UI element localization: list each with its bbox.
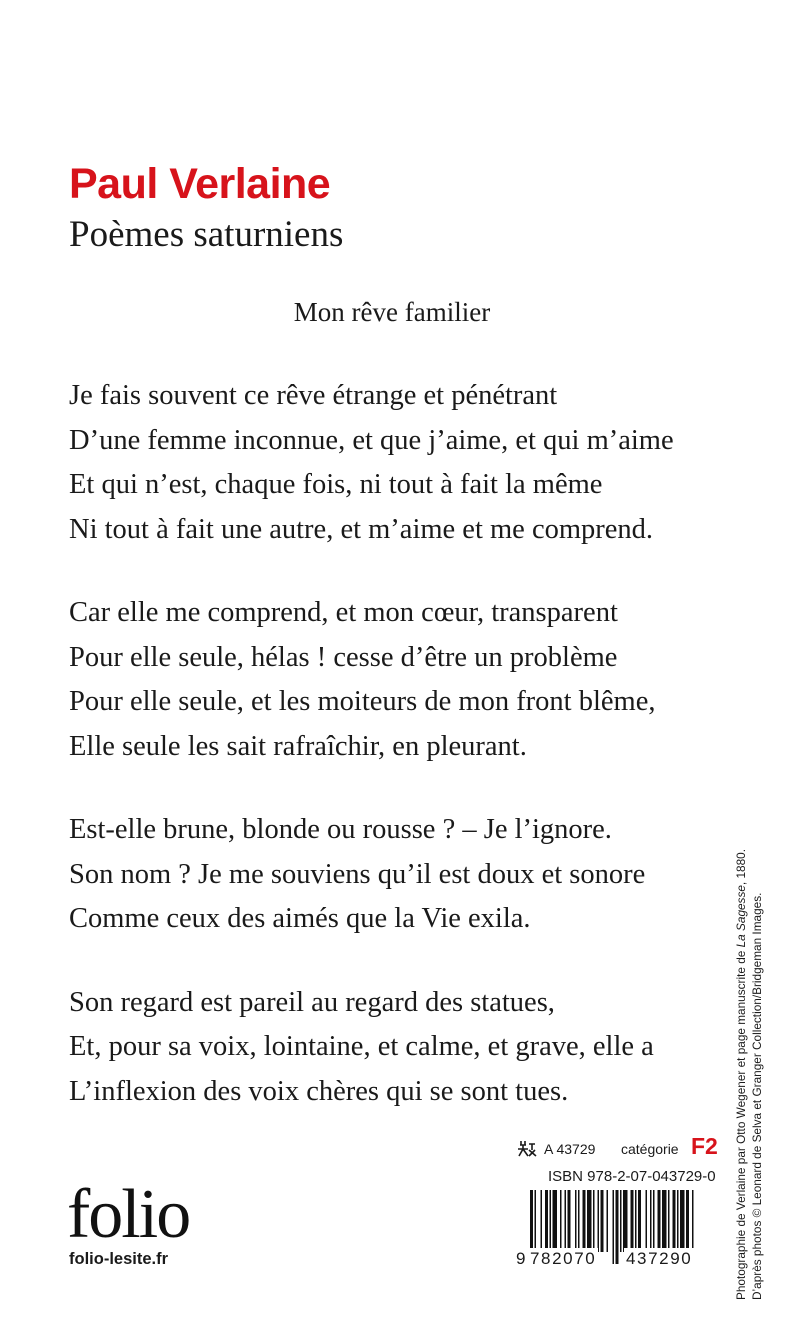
barcode-bar — [593, 1190, 595, 1252]
barcode-bar — [635, 1190, 637, 1252]
barcode-bar — [598, 1190, 600, 1252]
barcode-bar — [553, 1190, 558, 1252]
barcode-bar — [668, 1190, 670, 1252]
barcode-bar — [565, 1190, 567, 1252]
barcode-bar — [662, 1190, 667, 1252]
barcode-bar — [658, 1190, 661, 1252]
poem-line: Son nom ? Je me souviens qu’il est doux et sonore — [69, 858, 646, 890]
publisher-website[interactable]: folio-lesite.fr — [69, 1250, 169, 1268]
barcode-bar — [616, 1190, 619, 1264]
credit-prefix: Photographie de Verlaine par Otto Wegener et page manuscrite de — [734, 947, 748, 1300]
barcode-bar — [650, 1190, 652, 1252]
barcode-bar — [550, 1190, 552, 1252]
stanza — [69, 374, 729, 552]
barcode-bar — [620, 1190, 622, 1252]
gallimard-chess-icon — [517, 1140, 537, 1158]
barcode-group-2: 437290 — [626, 1249, 693, 1268]
barcode-bar — [653, 1190, 655, 1252]
barcode-bar — [680, 1190, 685, 1252]
barcode-bar — [673, 1190, 676, 1252]
stanza — [69, 591, 729, 769]
barcode-bar — [623, 1190, 628, 1252]
credit-line-1 — [733, 780, 749, 1300]
poem-line: L’inflexion des voix chères qui se sont tues. — [69, 1075, 569, 1107]
category-label: catégorie — [621, 1141, 679, 1157]
isbn: ISBN 978-2-07-043729-0 — [548, 1168, 716, 1185]
poem-line: Je fais souvent ce rêve étrange et pénétrant — [69, 380, 558, 411]
stanza — [69, 981, 729, 1115]
barcode-bar — [646, 1190, 648, 1252]
barcode-bar — [560, 1190, 562, 1252]
poem-line: Car elle me comprend, et mon cœur, transparent — [69, 597, 618, 628]
poem-line: Comme ceux des aimés que la Vie exila. — [69, 903, 531, 934]
catalog-reference: A 43729 — [544, 1141, 596, 1157]
barcode-group-1: 782070 — [530, 1249, 597, 1268]
barcode-bar — [601, 1190, 604, 1252]
barcode-bar — [613, 1190, 615, 1264]
barcode-bar — [575, 1190, 577, 1252]
poem-body — [69, 374, 729, 1153]
barcode-bar — [638, 1190, 641, 1252]
credit-line-2: D’après photos © Leonard de Selva et Granger Collection/Bridgeman Images. — [750, 892, 764, 1300]
folio-logo: folio — [67, 1176, 190, 1253]
stanza — [69, 808, 729, 942]
poem-line: Elle seule les sait rafraîchir, en pleurant. — [69, 730, 527, 762]
credit-suffix: , 1880. — [734, 849, 748, 886]
book-title: Poèmes saturniens — [69, 214, 344, 255]
barcode-bar — [677, 1190, 679, 1252]
barcode-bar — [541, 1190, 543, 1252]
credit-italic-title: La Sagesse — [734, 885, 748, 948]
poem-line: D’une femme inconnue, et que j’aime, et qui m’aime — [69, 424, 674, 456]
barcode-bar — [686, 1190, 689, 1252]
poem-line: Pour elle seule, et les moiteurs de mon front blême, — [69, 686, 656, 717]
author-name: Paul Verlaine — [69, 160, 331, 208]
poem-line: Son regard est pareil au regard des statues, — [69, 986, 555, 1018]
barcode-bar — [578, 1190, 580, 1252]
barcode-lead-digit: 9 — [516, 1249, 528, 1268]
catalog-info — [517, 1133, 722, 1162]
poem-line: Et qui n’est, chaque fois, ni tout à fait la même — [69, 469, 603, 500]
poem-line: Et, pour sa voix, lointaine, et calme, et grave, elle a — [69, 1031, 654, 1062]
poem-line: Ni tout à fait une autre, et m’aime et me comprend. — [69, 513, 654, 545]
barcode-bar — [631, 1190, 634, 1252]
barcode-bar — [583, 1190, 586, 1252]
photo-credit — [733, 780, 771, 1300]
poem-title: Mon rêve familier — [293, 297, 491, 327]
poem-line: Est-elle brune, blonde ou rousse ? – Je l’ignore. — [69, 814, 612, 845]
category-code: F2 — [691, 1133, 718, 1159]
barcode-bar — [568, 1190, 571, 1252]
poem-line: Pour elle seule, hélas ! cesse d’être un problème — [69, 641, 618, 673]
barcode-bar — [545, 1190, 548, 1252]
barcode-bar — [607, 1190, 609, 1252]
barcode-bar — [587, 1190, 592, 1252]
